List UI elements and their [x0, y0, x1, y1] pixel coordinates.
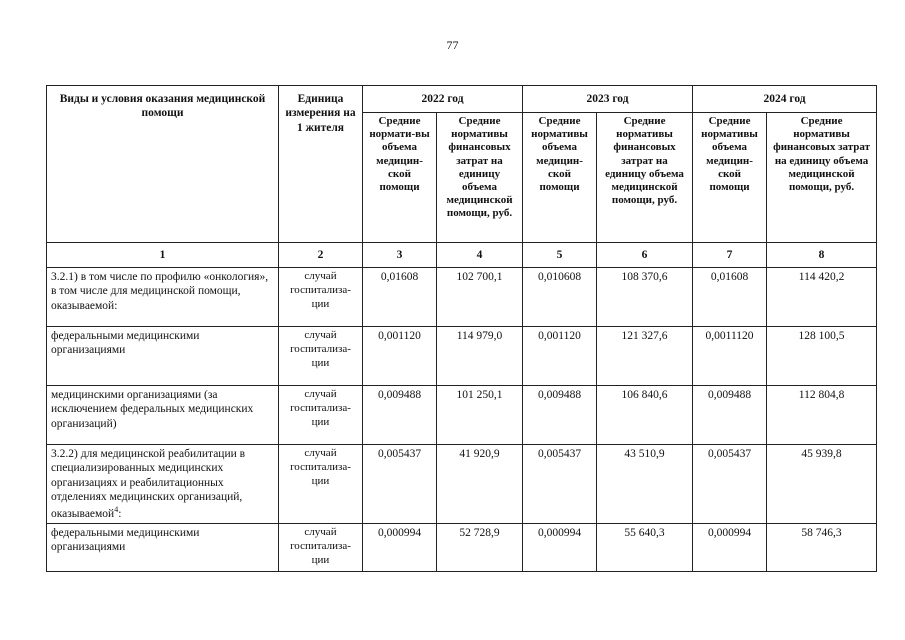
- value-cell: 43 510,9: [597, 445, 693, 524]
- value-cell: 0,009488: [523, 386, 597, 445]
- table-row: [47, 268, 877, 327]
- row-unit: случай госпитализа-ции: [279, 268, 363, 327]
- row-unit: случай госпитализа-ции: [279, 327, 363, 386]
- row-unit: случай госпитализа-ции: [279, 524, 363, 572]
- column-number: 7: [693, 243, 767, 268]
- column-number: 1: [47, 243, 279, 268]
- row-description-text: 3.2.2) для медицинской реабилитации в специализированных медицинских организациях и реабилитационных отделениях медицинских организаций, оказываемой: [51, 448, 246, 520]
- header-service-type: Виды и условия оказания медицинской помощи: [47, 86, 279, 243]
- value-cell: 58 746,3: [767, 524, 877, 572]
- value-cell: 52 728,9: [437, 524, 523, 572]
- value-cell: 41 920,9: [437, 445, 523, 524]
- value-cell: 101 250,1: [437, 386, 523, 445]
- column-number-row: [47, 243, 877, 268]
- row-description-suffix: :: [118, 507, 122, 520]
- table-row: [47, 327, 877, 386]
- value-cell: 0,009488: [363, 386, 437, 445]
- value-cell: 108 370,6: [597, 268, 693, 327]
- header-year-2022: 2022 год: [363, 86, 523, 113]
- row-description: федеральными медицинскими организациями: [47, 327, 279, 386]
- value-cell: 0,0011120: [693, 327, 767, 386]
- value-cell: 0,000994: [693, 524, 767, 572]
- column-number: 2: [279, 243, 363, 268]
- column-number: 4: [437, 243, 523, 268]
- row-description: 3.2.1) в том числе по профилю «онкология», в том числе для медицинской помощи, оказываемой:: [47, 268, 279, 327]
- footnote-marker: 4: [114, 504, 119, 514]
- table-row: [47, 445, 877, 524]
- row-description: федеральными медицинскими организациями: [47, 524, 279, 572]
- row-unit: случай госпитализа-ции: [279, 445, 363, 524]
- value-cell: 0,001120: [363, 327, 437, 386]
- value-cell: 102 700,1: [437, 268, 523, 327]
- norms-table: [46, 85, 877, 572]
- value-cell: 112 804,8: [767, 386, 877, 445]
- header-unit: Единица измерения на 1 жителя: [279, 86, 363, 243]
- value-cell: 0,01608: [693, 268, 767, 327]
- header-volume-2022: Средние нормати-вы объема медицин-ской помощи: [363, 113, 437, 243]
- value-cell: 121 327,6: [597, 327, 693, 386]
- column-number: 3: [363, 243, 437, 268]
- value-cell: 0,01608: [363, 268, 437, 327]
- value-cell: 114 979,0: [437, 327, 523, 386]
- value-cell: 0,009488: [693, 386, 767, 445]
- value-cell: 114 420,2: [767, 268, 877, 327]
- value-cell: 45 939,8: [767, 445, 877, 524]
- value-cell: 0,000994: [523, 524, 597, 572]
- value-cell: 0,010608: [523, 268, 597, 327]
- header-cost-2023: Средние нормативы финансовых затрат на единицу объема медицинской помощи, руб.: [597, 113, 693, 243]
- header-cost-2024: Средние нормативы финансовых затрат на единицу объема медицинской помощи, руб.: [767, 113, 877, 243]
- header-volume-2023: Средние нормативы объема медицин-ской помощи: [523, 113, 597, 243]
- header-volume-2024: Средние нормативы объема медицин-ской помощи: [693, 113, 767, 243]
- column-number: 5: [523, 243, 597, 268]
- value-cell: 0,000994: [363, 524, 437, 572]
- value-cell: 0,005437: [693, 445, 767, 524]
- column-number: 6: [597, 243, 693, 268]
- value-cell: 0,005437: [523, 445, 597, 524]
- header-cost-2022: Средние нормативы финансовых затрат на единицу объема медицинской помощи, руб.: [437, 113, 523, 243]
- row-description: медицинскими организациями (за исключением федеральных медицинских организаций): [47, 386, 279, 445]
- row-unit: случай госпитализа-ции: [279, 386, 363, 445]
- value-cell: 106 840,6: [597, 386, 693, 445]
- page-number: 77: [446, 38, 459, 52]
- value-cell: 128 100,5: [767, 327, 877, 386]
- table-row: [47, 524, 877, 572]
- value-cell: 55 640,3: [597, 524, 693, 572]
- header-year-2023: 2023 год: [523, 86, 693, 113]
- row-description: [47, 445, 279, 524]
- value-cell: 0,001120: [523, 327, 597, 386]
- column-number: 8: [767, 243, 877, 268]
- header-year-2024: 2024 год: [693, 86, 877, 113]
- value-cell: 0,005437: [363, 445, 437, 524]
- table-row: [47, 386, 877, 445]
